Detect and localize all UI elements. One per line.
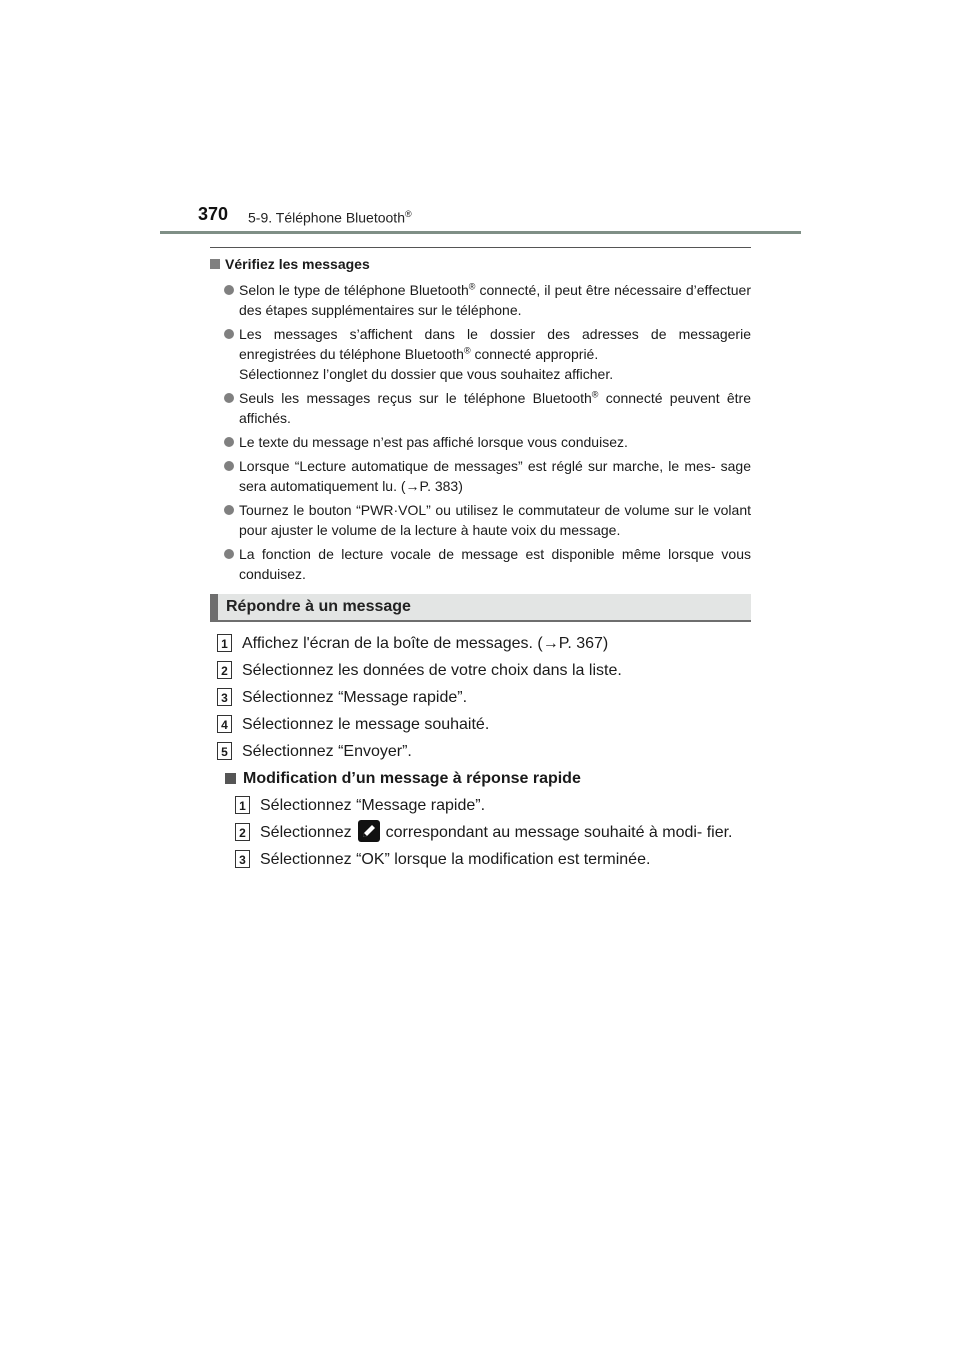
list-item: Selon le type de téléphone Bluetooth® connecté, il peut être nécessaire d’effectuer des étapes supplémentaires sur le téléphone. bbox=[210, 280, 751, 320]
step-number: 5 bbox=[217, 742, 232, 760]
list-item: La fonction de lecture vocale de message est disponible même lorsque vous conduisez. bbox=[210, 544, 751, 584]
bullet-dot-icon bbox=[224, 437, 234, 447]
step-number: 2 bbox=[235, 823, 250, 841]
pencil-edit-icon bbox=[358, 820, 380, 842]
step-item: 4 Sélectionnez le message souhaité. bbox=[210, 711, 751, 738]
bullet-dot-icon bbox=[224, 393, 234, 403]
bullet-dot-icon bbox=[224, 329, 234, 339]
step-item: 5 Sélectionnez “Envoyer”. bbox=[210, 738, 751, 765]
modify-steps bbox=[210, 792, 751, 873]
step-item: 1 Affichez l'écran de la boîte de messages. (→P. 367) bbox=[210, 630, 751, 657]
page-header bbox=[198, 204, 758, 230]
square-bullet-icon bbox=[210, 259, 220, 269]
page-number: 370 bbox=[198, 204, 229, 224]
step-item: 2 Sélectionnez correspondant au message souhaité à modi- fier. bbox=[210, 819, 751, 846]
list-item: Le texte du message n’est pas affiché lorsque vous conduisez. bbox=[210, 432, 751, 452]
page-content bbox=[210, 256, 751, 873]
content-divider bbox=[210, 247, 751, 248]
check-messages-list bbox=[210, 280, 751, 584]
check-messages-heading: Vérifiez les messages bbox=[210, 256, 751, 272]
bullet-dot-icon bbox=[224, 461, 234, 471]
bullet-dot-icon bbox=[224, 549, 234, 559]
section-title: 5-9. Téléphone Bluetooth® bbox=[248, 209, 412, 226]
list-item: Seuls les messages reçus sur le téléphone Bluetooth® connecté peuvent être affichés. bbox=[210, 388, 751, 428]
step-number: 2 bbox=[217, 661, 232, 679]
step-number: 4 bbox=[217, 715, 232, 733]
step-number: 1 bbox=[235, 796, 250, 814]
step-item: 1 Sélectionnez “Message rapide”. bbox=[210, 792, 751, 819]
step-item: 3 Sélectionnez “Message rapide”. bbox=[210, 684, 751, 711]
square-bullet-icon bbox=[225, 773, 236, 784]
step-number: 3 bbox=[235, 850, 250, 868]
list-item: Tournez le bouton “PWR·VOL” ou utilisez le commutateur de volume sur le volant pour ajuster le volume de la lecture à haute voix du message. bbox=[210, 500, 751, 540]
list-item: Les messages s’affichent dans le dossier des adresses de messagerie enregistrées du téléphone Bluetooth® connecté approprié. Sélectionnez l’onglet du dossier que vous souhaitez afficher. bbox=[210, 324, 751, 384]
bullet-dot-icon bbox=[224, 505, 234, 515]
reply-section-banner: Répondre à un message bbox=[210, 594, 751, 622]
step-item: 2 Sélectionnez les données de votre choix dans la liste. bbox=[210, 657, 751, 684]
reply-steps bbox=[210, 630, 751, 873]
modify-quick-message-heading: Modification d’un message à réponse rapide bbox=[210, 765, 751, 792]
header-divider bbox=[160, 231, 801, 234]
list-item: Lorsque “Lecture automatique de messages” est réglé sur marche, le mes- sage sera automatiquement lu. (→P. 383) bbox=[210, 456, 751, 496]
step-number: 3 bbox=[217, 688, 232, 706]
bullet-dot-icon bbox=[224, 285, 234, 295]
step-item: 3 Sélectionnez “OK” lorsque la modification est terminée. bbox=[210, 846, 751, 873]
step-number: 1 bbox=[217, 634, 232, 652]
